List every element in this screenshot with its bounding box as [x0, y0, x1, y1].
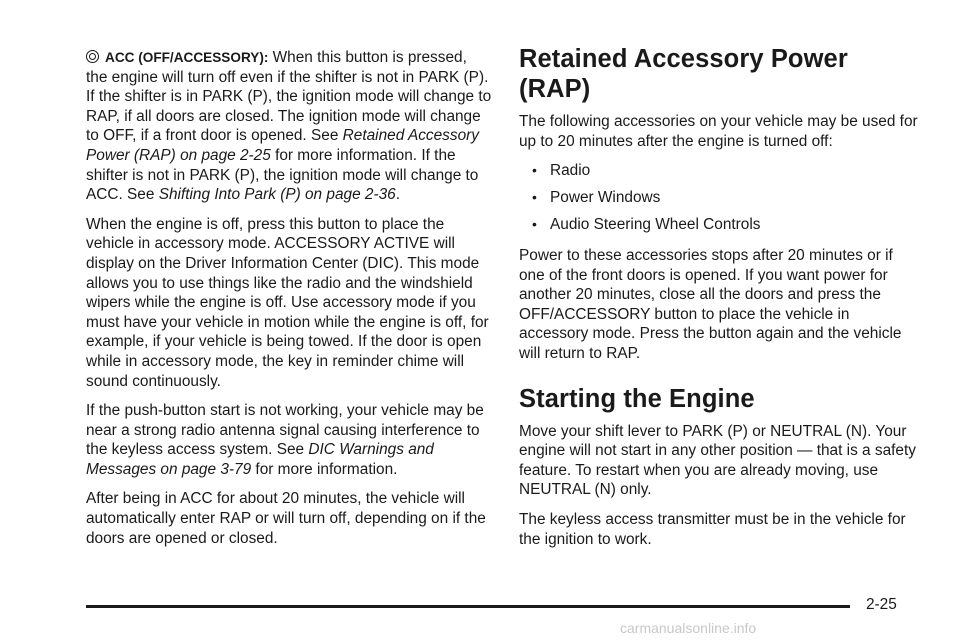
right-column: [519, 44, 921, 559]
acc-text-1: When this button is pressed, the engine will turn off even if the shifter is not in PARK (P). If the shifter is in PARK (P), the ignition mode will change to RAP, if all doors are closed. The ignition mode will change to OFF, if a front door is opened. See: [86, 49, 492, 145]
starting-engine-paragraph-2: The keyless access transmitter must be in the vehicle for the ignition to work.: [519, 510, 906, 548]
push-button-paragraph: [86, 401, 492, 479]
watermark: carmanualsonline.info: [620, 620, 757, 636]
acc-text-2: for more information. If the shifter is not in PARK (P), the ignition mode will change to ACC. See: [86, 146, 479, 204]
starting-engine-heading: Starting the Engine: [519, 384, 755, 413]
push-button-text-1: If the push-button start is not working, your vehicle may be near a strong radio antenna signal causing interference to the keyless access system. See: [86, 402, 484, 459]
list-item: [519, 188, 921, 208]
footer-rule: [86, 605, 850, 608]
shifting-park-reference-link[interactable]: Shifting Into Park (P) on page 2-36: [158, 186, 396, 204]
push-button-text-2: for more information.: [251, 460, 398, 478]
list-item: [519, 161, 921, 181]
dic-warnings-reference-link[interactable]: DIC Warnings and Messages on page 3-79: [86, 441, 434, 478]
circle-button-icon: [86, 50, 99, 63]
acc-paragraph: [86, 48, 492, 205]
acc-timeout-paragraph: After being in ACC for about 20 minutes, the vehicle will automatically enter RAP or will turn off, depending on if the doors are opened or closed.: [86, 490, 486, 547]
list-item-label: Power Windows: [550, 189, 661, 207]
rap-reference-link[interactable]: Retained Accessory Power (RAP) on page 2-25: [86, 127, 479, 164]
list-item: [519, 215, 921, 235]
list-item-label: Radio: [550, 162, 591, 180]
bullet-icon: •: [532, 189, 537, 206]
accessory-list: [519, 161, 921, 235]
acc-text-3: .: [395, 186, 400, 204]
rap-power-paragraph: Power to these accessories stops after 20 minutes or if one of the front doors is opened. If you want power for another 20 minutes, close all the doors and press the OFF/ACCESSORY button to place the vehicle in accessory mode. Press the button again and the vehicle will return to RAP.: [519, 246, 902, 362]
list-item-label: Audio Steering Wheel Controls: [550, 216, 761, 234]
starting-engine-paragraph-1: Move your shift lever to PARK (P) or NEUTRAL (N). Your engine will not start in any other position — that is a safety feature. To restart when you are already moving, use NEUTRAL (N) only.: [519, 422, 916, 499]
rap-heading: Retained Accessory Power (RAP): [519, 45, 848, 103]
accessory-mode-paragraph: When the engine is off, press this button to place the vehicle in accessory mode. ACCESSORY ACTIVE will display on the Driver Information Center (DIC). This mode allows you to use things like the radio and the windshield wipers while the engine is off. Use accessory mode if you must have your vehicle in motion while the engine is off, for example, if your vehicle is being towed. If the door is open while in accessory mode, the key in reminder chime will sound continuously.: [86, 215, 489, 390]
acc-lead: ACC (OFF/ACCESSORY):: [105, 50, 269, 65]
rap-intro: The following accessories on your vehicle may be used for up to 20 minutes after the engine is turned off:: [519, 113, 918, 150]
bullet-icon: •: [532, 216, 537, 233]
left-column: [86, 48, 492, 558]
bullet-icon: •: [532, 162, 537, 179]
page-number: 2-25: [866, 596, 897, 613]
